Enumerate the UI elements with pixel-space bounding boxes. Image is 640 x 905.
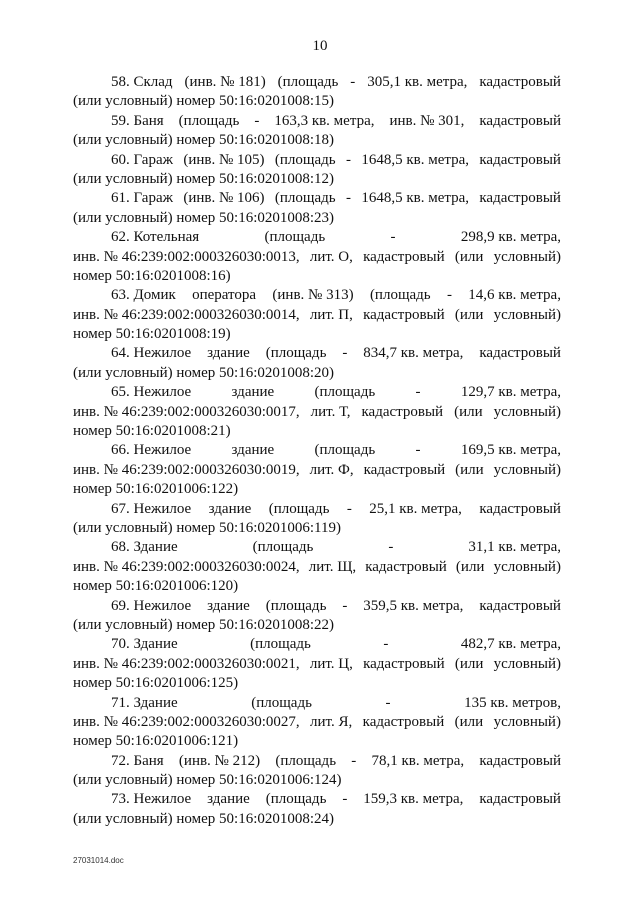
entry-word: здание (207, 345, 250, 362)
entry-last-line: номер 50:16:0201006:122) (73, 481, 239, 498)
property-entry (73, 228, 561, 286)
entry-first-line (73, 151, 561, 170)
property-entry (73, 344, 561, 383)
entry-last-line: (или условный) номер 50:16:0201006:119) (73, 519, 341, 536)
entry-continuation-line (73, 403, 561, 422)
property-entry (73, 286, 561, 344)
entry-word: (или (455, 558, 485, 575)
entry-word: кадастровый (479, 500, 561, 517)
entry-word: - (390, 229, 396, 246)
entry-word: (или (454, 306, 484, 323)
entry-word: лит. О, (309, 248, 353, 265)
entry-word: (площадь (275, 752, 337, 769)
entry-word: 1648,5 кв. метра, (361, 190, 469, 207)
entry-word: 73. Нежилое (111, 791, 192, 808)
entry-word: - (351, 752, 357, 769)
property-entry (73, 500, 561, 539)
entry-first-line (73, 112, 561, 131)
entry-word: (инв. № 106) (183, 190, 265, 207)
entry-word: 78,1 кв. метра, (371, 752, 465, 769)
entry-word: 163,3 кв. метра, (274, 112, 375, 129)
entry-first-line (73, 538, 561, 557)
entry-word: лит. Ц, (309, 655, 353, 672)
entry-first-line (73, 189, 561, 208)
entry-word: (или (455, 461, 484, 478)
entry-word: - (345, 151, 351, 168)
entry-word: (инв. № 181) (184, 74, 266, 90)
entry-word: 62. Котельная (111, 229, 200, 246)
property-entry (73, 597, 561, 636)
entry-word: (площадь (277, 74, 339, 90)
entry-word: (или (454, 713, 484, 730)
entry-word: - (342, 345, 348, 362)
property-entry (73, 694, 561, 752)
entry-last-line: номер 50:16:0201006:120) (73, 578, 239, 595)
entry-word: (площадь (268, 500, 330, 517)
entry-word: 169,5 кв. метра, (460, 442, 561, 459)
entry-word: (площадь (265, 345, 327, 362)
entry-word: (площадь (250, 636, 311, 653)
entry-last-line: номер 50:16:0201008:21) (73, 423, 231, 440)
entry-word: кадастровый (479, 752, 561, 769)
entry-word: 14,6 кв. метра, (468, 287, 561, 304)
entry-last-line: (или условный) номер 50:16:0201006:124) (73, 772, 342, 789)
entry-word: 69. Нежилое (111, 597, 192, 614)
entry-word: (площадь (265, 791, 327, 808)
entry-word: - (346, 500, 352, 517)
entry-word: условный) (493, 248, 561, 265)
entry-word: условный) (493, 461, 561, 478)
entry-word: 135 кв. метров, (464, 694, 561, 711)
entry-word: лит. П, (309, 306, 353, 323)
entry-word: здание (231, 442, 275, 459)
entry-word: (инв. № 105) (183, 151, 265, 168)
property-entry (73, 151, 561, 190)
entry-last-line: номер 50:16:0201008:16) (73, 267, 231, 284)
property-entry (73, 790, 561, 829)
entry-word: кадастровый (479, 190, 561, 207)
entry-word: - (388, 539, 394, 556)
entry-word: 298,9 кв. метра, (460, 229, 561, 246)
entry-word: условный) (493, 403, 561, 420)
entry-word: кадастровый (362, 713, 445, 730)
entry-word: - (446, 287, 452, 304)
entry-word: условный) (493, 306, 561, 323)
entry-last-line: номер 50:16:0201008:19) (73, 326, 231, 343)
entry-word: - (350, 74, 356, 90)
entry-word: 159,3 кв. метра, (363, 791, 464, 808)
entry-word: 59. Баня (111, 112, 164, 129)
entry-word: здание (231, 384, 275, 401)
entry-word: (площадь (314, 384, 376, 401)
entry-word: 1648,5 кв. метра, (361, 151, 469, 168)
entry-word: - (385, 694, 391, 711)
entry-word: кадастровый (363, 248, 445, 265)
entry-word: - (415, 384, 421, 401)
entry-word: - (345, 190, 351, 207)
entry-word: 68. Здание (111, 539, 178, 556)
file-name-footer: 27031014.doc (73, 856, 124, 865)
entry-word: 71. Здание (111, 694, 178, 711)
entry-word: инв. № 46:239:002:000326030:0014, (73, 306, 300, 323)
property-entry (73, 383, 561, 441)
entry-word: (площадь (265, 597, 327, 614)
entry-word: кадастровый (365, 558, 447, 575)
entry-word: - (254, 112, 260, 129)
entry-word: 834,7 кв. метра, (363, 345, 464, 362)
property-entry (73, 752, 561, 791)
entry-word: (площадь (274, 151, 336, 168)
entry-word: условный) (493, 655, 561, 672)
entry-continuation-line (73, 248, 561, 267)
entry-word: (инв. № 212) (178, 752, 261, 769)
entry-word: 31,1 кв. метра, (468, 539, 561, 556)
entry-word: 129,7 кв. метра, (460, 384, 561, 401)
entry-word: 67. Нежилое (111, 500, 192, 517)
entry-first-line (73, 441, 561, 460)
entry-last-line: (или условный) номер 50:16:0201008:12) (73, 170, 335, 187)
entry-word: инв. № 46:239:002:000326030:0024, (73, 558, 300, 575)
entry-word: лит. Я, (310, 713, 353, 730)
entry-continuation-line (73, 558, 561, 577)
entry-word: (площадь (251, 694, 312, 711)
entry-last-line: номер 50:16:0201006:125) (73, 675, 239, 692)
property-entry (73, 441, 561, 499)
entry-word: кадастровый (479, 597, 561, 614)
entry-word: кадастровый (363, 461, 446, 478)
entry-word: (площадь (264, 229, 326, 246)
property-list (73, 73, 561, 829)
entry-first-line (73, 286, 561, 305)
entry-word: кадастровый (479, 112, 561, 129)
entry-first-line (73, 597, 561, 616)
entry-first-line (73, 752, 561, 771)
entry-word: инв. № 46:239:002:000326030:0013, (73, 248, 300, 265)
entry-word: кадастровый (363, 306, 445, 323)
entry-word: инв. № 46:239:002:000326030:0021, (73, 655, 300, 672)
entry-last-line: (или условный) номер 50:16:0201008:24) (73, 810, 335, 827)
entry-word: лит. Щ, (308, 558, 357, 575)
entry-word: (площадь (252, 539, 314, 556)
entry-word: 60. Гараж (111, 151, 173, 168)
entry-last-line: (или условный) номер 50:16:0201008:23) (73, 209, 335, 226)
entry-word: здание (207, 791, 250, 808)
entry-word: кадастровый (363, 655, 445, 672)
entry-word: здание (207, 597, 250, 614)
property-entry (73, 635, 561, 693)
entry-word: оператора (192, 287, 257, 304)
entry-last-line: номер 50:16:0201006:121) (73, 733, 239, 750)
entry-first-line (73, 790, 561, 809)
entry-word: кадастровый (479, 345, 561, 362)
entry-word: здание (208, 500, 252, 517)
entry-word: кадастровый (479, 791, 561, 808)
entry-word: (площадь (274, 190, 336, 207)
entry-continuation-line (73, 655, 561, 674)
entry-word: - (342, 791, 348, 808)
entry-first-line (73, 500, 561, 519)
entry-last-line: (или условный) номер 50:16:0201008:18) (73, 132, 335, 149)
entry-word: (или (454, 655, 484, 672)
entry-continuation-line (73, 461, 561, 480)
entry-first-line (73, 228, 561, 247)
entry-word: кадастровый (479, 74, 561, 90)
entry-word: (инв. № 313) (272, 287, 354, 304)
entry-word: (или (454, 403, 483, 420)
entry-word: лит. Ф, (309, 461, 354, 478)
entry-first-line (73, 694, 561, 713)
entry-word: инв. № 46:239:002:000326030:0017, (73, 403, 300, 420)
entry-first-line (73, 635, 561, 654)
entry-word: 359,5 кв. метра, (363, 597, 464, 614)
page-number: 10 (312, 38, 328, 54)
entry-continuation-line (73, 713, 561, 732)
entry-word: лит. Т, (310, 403, 351, 420)
entry-first-line (73, 344, 561, 363)
entry-word: - (415, 442, 421, 459)
entry-word: 66. Нежилое (111, 442, 192, 459)
entry-word: инв. № 301, (389, 112, 465, 129)
entry-word: (площадь (369, 287, 431, 304)
entry-word: условный) (493, 558, 561, 575)
entry-word: 58. Склад (111, 74, 173, 90)
entry-word: 305,1 кв. метра, (367, 74, 468, 90)
entry-word: 63. Домик (111, 287, 176, 304)
entry-word: - (342, 597, 348, 614)
entry-word: 70. Здание (111, 636, 178, 653)
entry-last-line: (или условный) номер 50:16:0201008:20) (73, 364, 335, 381)
property-entry (73, 189, 561, 228)
entry-word: (площадь (314, 442, 376, 459)
entry-word: 25,1 кв. метра, (369, 500, 462, 517)
entry-last-line: (или условный) номер 50:16:0201008:15) (73, 93, 335, 110)
entry-word: кадастровый (361, 403, 444, 420)
property-entry (73, 73, 561, 112)
entry-word: 61. Гараж (111, 190, 173, 207)
entry-word: инв. № 46:239:002:000326030:0019, (73, 461, 300, 478)
entry-continuation-line (73, 306, 561, 325)
entry-word: (или (454, 248, 484, 265)
entry-first-line (73, 73, 561, 92)
entry-word: условный) (493, 713, 561, 730)
entry-word: 65. Нежилое (111, 384, 192, 401)
entry-word: 64. Нежилое (111, 345, 192, 362)
entry-word: кадастровый (479, 151, 561, 168)
entry-word: инв. № 46:239:002:000326030:0027, (73, 713, 300, 730)
entry-first-line (73, 383, 561, 402)
entry-word: 72. Баня (111, 752, 164, 769)
entry-last-line: (или условный) номер 50:16:0201008:22) (73, 616, 335, 633)
entry-word: 482,7 кв. метра, (460, 636, 561, 653)
entry-word: - (383, 636, 389, 653)
property-entry (73, 112, 561, 151)
entry-word: (площадь (178, 112, 240, 129)
property-entry (73, 538, 561, 596)
